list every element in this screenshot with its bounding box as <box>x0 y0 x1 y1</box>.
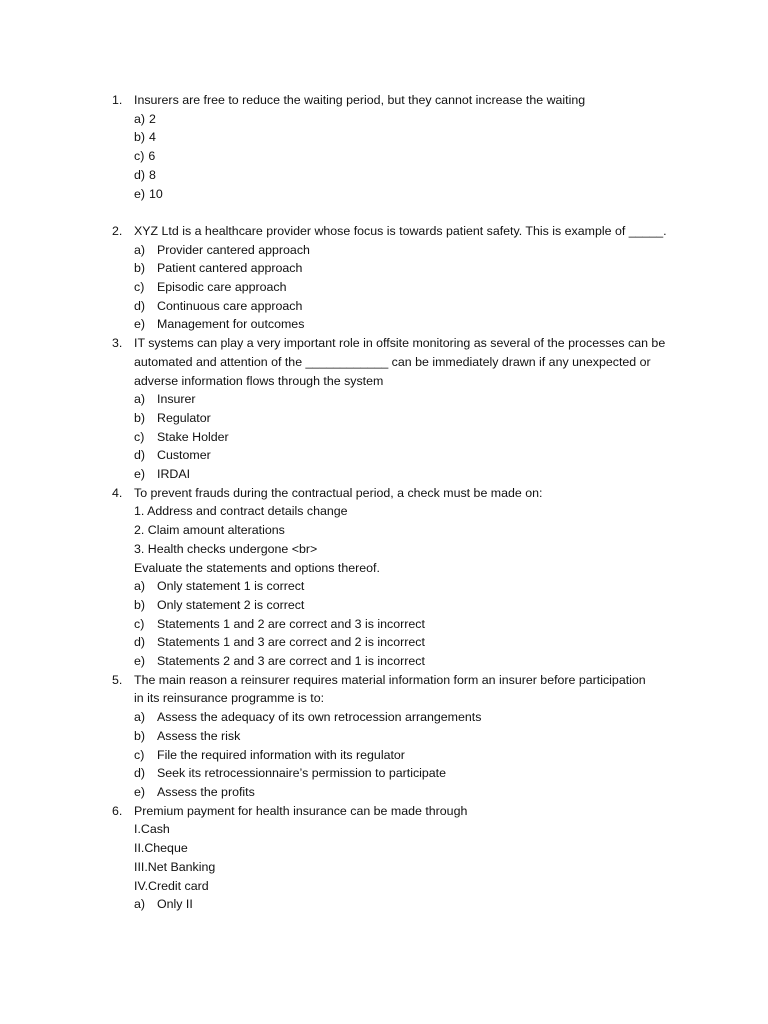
option-label: c) <box>134 149 145 164</box>
question-4 <box>112 484 692 671</box>
question-1 <box>112 91 692 203</box>
option-text: 8 <box>149 167 156 182</box>
question-text-line-2: in its reinsurance programme is to: <box>134 691 325 706</box>
option-b <box>134 259 692 278</box>
option-text: 4 <box>149 130 156 145</box>
item-iii: III.Net Banking <box>134 859 216 874</box>
option-text: IRDAI <box>157 467 191 482</box>
option-b <box>134 409 692 428</box>
question-3 <box>112 334 692 484</box>
option-label: c) <box>134 747 145 762</box>
option-c <box>134 746 692 765</box>
option-label: b) <box>134 597 146 612</box>
option-text: Assess the risk <box>157 728 241 743</box>
option-text: 6 <box>148 149 156 164</box>
question-number: 6. <box>112 803 123 818</box>
option-label: c) <box>134 616 145 631</box>
option-label: d) <box>134 766 146 781</box>
item-ii: II.Cheque <box>134 841 188 856</box>
question-number: 3. <box>112 336 123 351</box>
option-e <box>134 652 692 671</box>
option-label: b) <box>134 261 146 276</box>
option-label: e) <box>134 785 146 799</box>
option-label: a) <box>134 111 146 126</box>
option-label: b) <box>134 410 146 425</box>
question-number: 2. <box>112 223 123 238</box>
question-instruction: Evaluate the statements and options thereof. <box>134 560 380 575</box>
statement-3: 3. Health checks undergone <br> <box>134 541 318 556</box>
option-label: a) <box>134 242 146 257</box>
option-text: 10 <box>149 186 163 201</box>
option-e <box>134 465 692 484</box>
option-text: Statements 1 and 3 are correct and 2 is incorrect <box>157 635 425 650</box>
option-d <box>134 446 692 465</box>
option-label: c) <box>134 280 145 295</box>
option-label: d) <box>134 167 146 182</box>
statement-2: 2. Claim amount alterations <box>134 523 285 538</box>
option-text: Only statement 1 is correct <box>157 579 305 594</box>
option-label: e) <box>134 186 146 201</box>
option-a <box>134 708 692 727</box>
option-d <box>134 633 692 652</box>
option-text: Only statement 2 is correct <box>157 597 305 612</box>
option-a <box>134 577 692 596</box>
option-text: Patient cantered approach <box>157 261 303 276</box>
item-i: I.Cash <box>134 822 170 837</box>
option-c <box>134 428 692 447</box>
question-number: 5. <box>112 672 123 687</box>
option-label: e) <box>134 317 146 332</box>
question-text-line-1: To prevent frauds during the contractual period, a check must be made on: <box>134 485 543 500</box>
option-d <box>134 764 692 783</box>
option-label: d) <box>134 298 146 313</box>
option-text: File the required information with its regulator <box>157 747 405 762</box>
option-label: a) <box>134 710 146 725</box>
option-b <box>134 596 692 615</box>
option-d <box>134 166 692 185</box>
option-label: b) <box>134 728 146 743</box>
option-a <box>134 110 692 129</box>
option-label: e) <box>134 654 146 669</box>
option-text: Assess the profits <box>157 785 255 799</box>
option-text: Statements 1 and 2 are correct and 3 is incorrect <box>157 616 425 631</box>
question-text-line-1: The main reason a reinsurer requires material information form an insurer before participation <box>134 672 646 687</box>
option-a <box>134 895 692 914</box>
option-text: Management for outcomes <box>157 317 305 332</box>
question-number: 1. <box>112 93 123 107</box>
option-text: Customer <box>157 448 211 463</box>
item-iv: IV.Credit card <box>134 878 209 893</box>
option-label: a) <box>134 579 146 594</box>
question-text: Insurers are free to reduce the waiting period, but they cannot increase the waiting <box>134 93 586 107</box>
option-b <box>134 727 692 746</box>
option-label: b) <box>134 130 146 145</box>
option-text: Continuous care approach <box>157 298 303 313</box>
option-text: 2 <box>149 111 156 126</box>
question-text: XYZ Ltd is a healthcare provider whose focus is towards patient safety. This is example of _____. <box>134 223 667 238</box>
option-e <box>134 185 692 204</box>
question-2 <box>112 222 692 334</box>
option-text: Provider cantered approach <box>157 242 310 257</box>
option-label: d) <box>134 448 146 463</box>
option-text: Statements 2 and 3 are correct and 1 is incorrect <box>157 654 425 669</box>
question-number: 4. <box>112 485 123 500</box>
option-label: e) <box>134 467 146 482</box>
option-a <box>134 390 692 409</box>
option-e <box>134 783 692 802</box>
question-text-line-3: adverse information flows through the system <box>134 373 384 388</box>
option-d <box>134 297 692 316</box>
option-label: a) <box>134 392 146 407</box>
question-text-line-1: IT systems can play a very important role in offsite monitoring as several of the processes can be <box>134 336 666 351</box>
question-list <box>112 91 692 914</box>
option-label: a) <box>134 897 146 912</box>
option-text: Episodic care approach <box>157 280 287 295</box>
option-b <box>134 128 692 147</box>
option-c <box>134 278 692 297</box>
option-c <box>134 615 692 634</box>
option-c <box>134 147 692 166</box>
option-text: Only II <box>157 897 193 912</box>
statement-1: 1. Address and contract details change <box>134 504 348 519</box>
option-text: Seek its retrocessionnaire’s permission to participate <box>157 766 447 781</box>
option-a <box>134 241 692 260</box>
question-text-line-2: automated and attention of the ____________ can be immediately drawn if any unexpected or <box>134 354 651 369</box>
option-text: Assess the adequacy of its own retrocession arrangements <box>157 710 482 725</box>
option-label: c) <box>134 429 145 444</box>
question-6 <box>112 802 692 914</box>
question-text-line-1: Premium payment for health insurance can be made through <box>134 803 468 818</box>
option-label: d) <box>134 635 146 650</box>
option-text: Stake Holder <box>157 429 229 444</box>
option-text: Regulator <box>157 410 211 425</box>
question-5 <box>112 671 692 802</box>
option-text: Insurer <box>157 392 196 407</box>
option-e <box>134 315 692 334</box>
